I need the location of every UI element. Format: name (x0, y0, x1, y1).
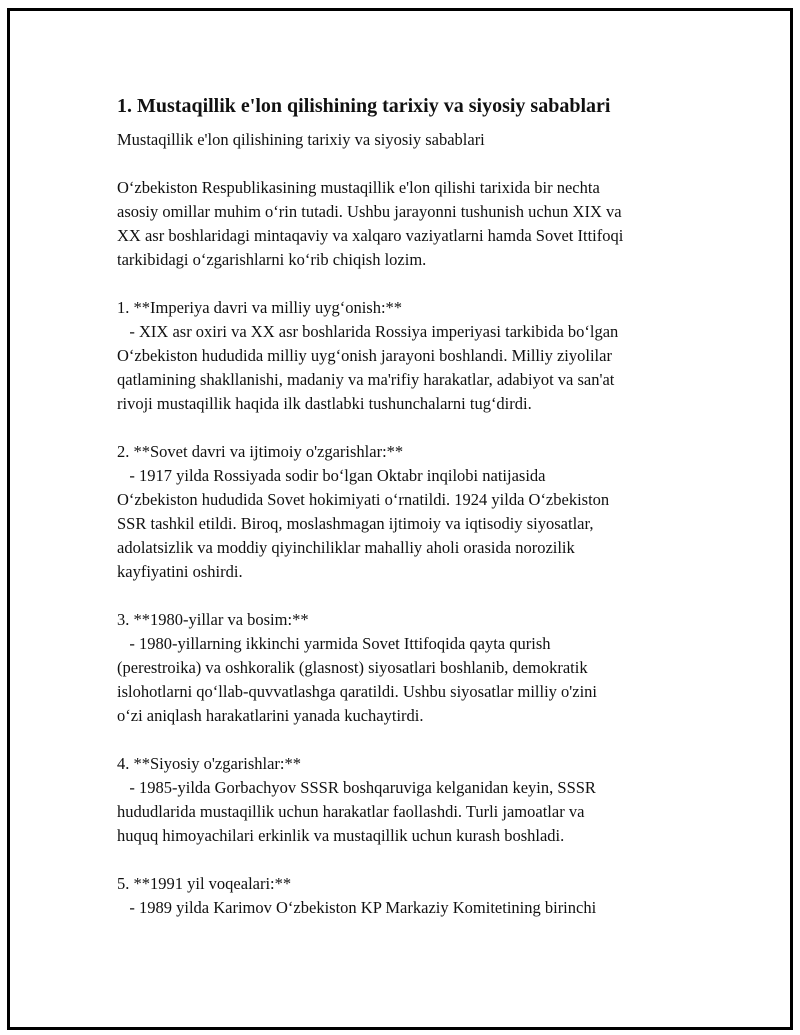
document-content (117, 92, 717, 944)
section-heading: 4. **Siyosiy o'zgarishlar:** (117, 754, 301, 773)
section-body: - XIX asr oxiri va XX asr boshlarida Rossiya imperiyasi tarkibida bo‘lgan O‘zbekiston hududida milliy uyg‘onish jarayoni boshlandi. Milliy ziyolilar qatlamining shakllanishi, madaniy va ma'rifiy harakatlar, adabiyot va san'at rivoji mustaqillik haqida ilk dastlabki tushunchalarni tug‘dirdi. (117, 322, 619, 413)
section-heading: 1. **Imperiya davri va milliy uyg‘onish:** (117, 298, 403, 317)
section-heading: 5. **1991 yil voqealari:** (117, 874, 292, 893)
section-4 (117, 752, 717, 848)
intro-paragraph: O‘zbekiston Respublikasining mustaqillik e'lon qilishi tarixida bir nechta asosiy omillar muhim o‘rin tutadi. Ushbu jarayonni tushunish uchun XIX va XX asr boshlaridagi mintaqaviy va xalqaro vaziyatlarni hamda Sovet Ittifoqi tarkibidagi o‘zgarishlarni ko‘rib chiqish lozim. (117, 178, 624, 269)
section-body: - 1989 yilda Karimov O‘zbekiston KP Markaziy Komitetining birinchi (117, 898, 597, 917)
section-body: - 1917 yilda Rossiyada sodir bo‘lgan Oktabr inqilobi natijasida O‘zbekiston hududida Sovet hokimiyati o‘rnatildi. 1924 yilda O‘zbekiston SSR tashkil etildi. Biroq, moslashmagan ijtimoiy va iqtisodiy siyosatlar, adolatsizlik va moddiy qiyinchiliklar mahalliy aholi orasida norozilik kayfiyatini oshirdi. (117, 466, 610, 581)
section-5 (117, 872, 717, 920)
section-3 (117, 608, 717, 728)
section-1 (117, 296, 717, 416)
section-heading: 3. **1980-yillar va bosim:** (117, 610, 309, 629)
document-title: 1. Mustaqillik e'lon qilishining tarixiy va siyosiy sabablari (117, 95, 611, 117)
document-subtitle: Mustaqillik e'lon qilishining tarixiy va siyosiy sabablari (117, 130, 485, 149)
section-body: - 1985-yilda Gorbachyov SSSR boshqaruviga kelganidan keyin, SSSR hududlarida mustaqillik uchun harakatlar faollashdi. Turli jamoatlar va huquq himoyachilari erkinlik va mustaqillik uchun kurash boshladi. (117, 778, 596, 845)
section-heading: 2. **Sovet davri va ijtimoiy o'zgarishlar:** (117, 442, 404, 461)
section-2 (117, 440, 717, 584)
section-body: - 1980-yillarning ikkinchi yarmida Sovet Ittifoqida qayta qurish (perestroika) va oshkoralik (glasnost) siyosatlari boshlanib, demokratik islohotlarni qo‘llab-quvvatlashga qaratildi. Ushbu siyosatlar milliy o'zini o‘zi aniqlash harakatlarini yanada kuchaytirdi. (117, 634, 598, 725)
